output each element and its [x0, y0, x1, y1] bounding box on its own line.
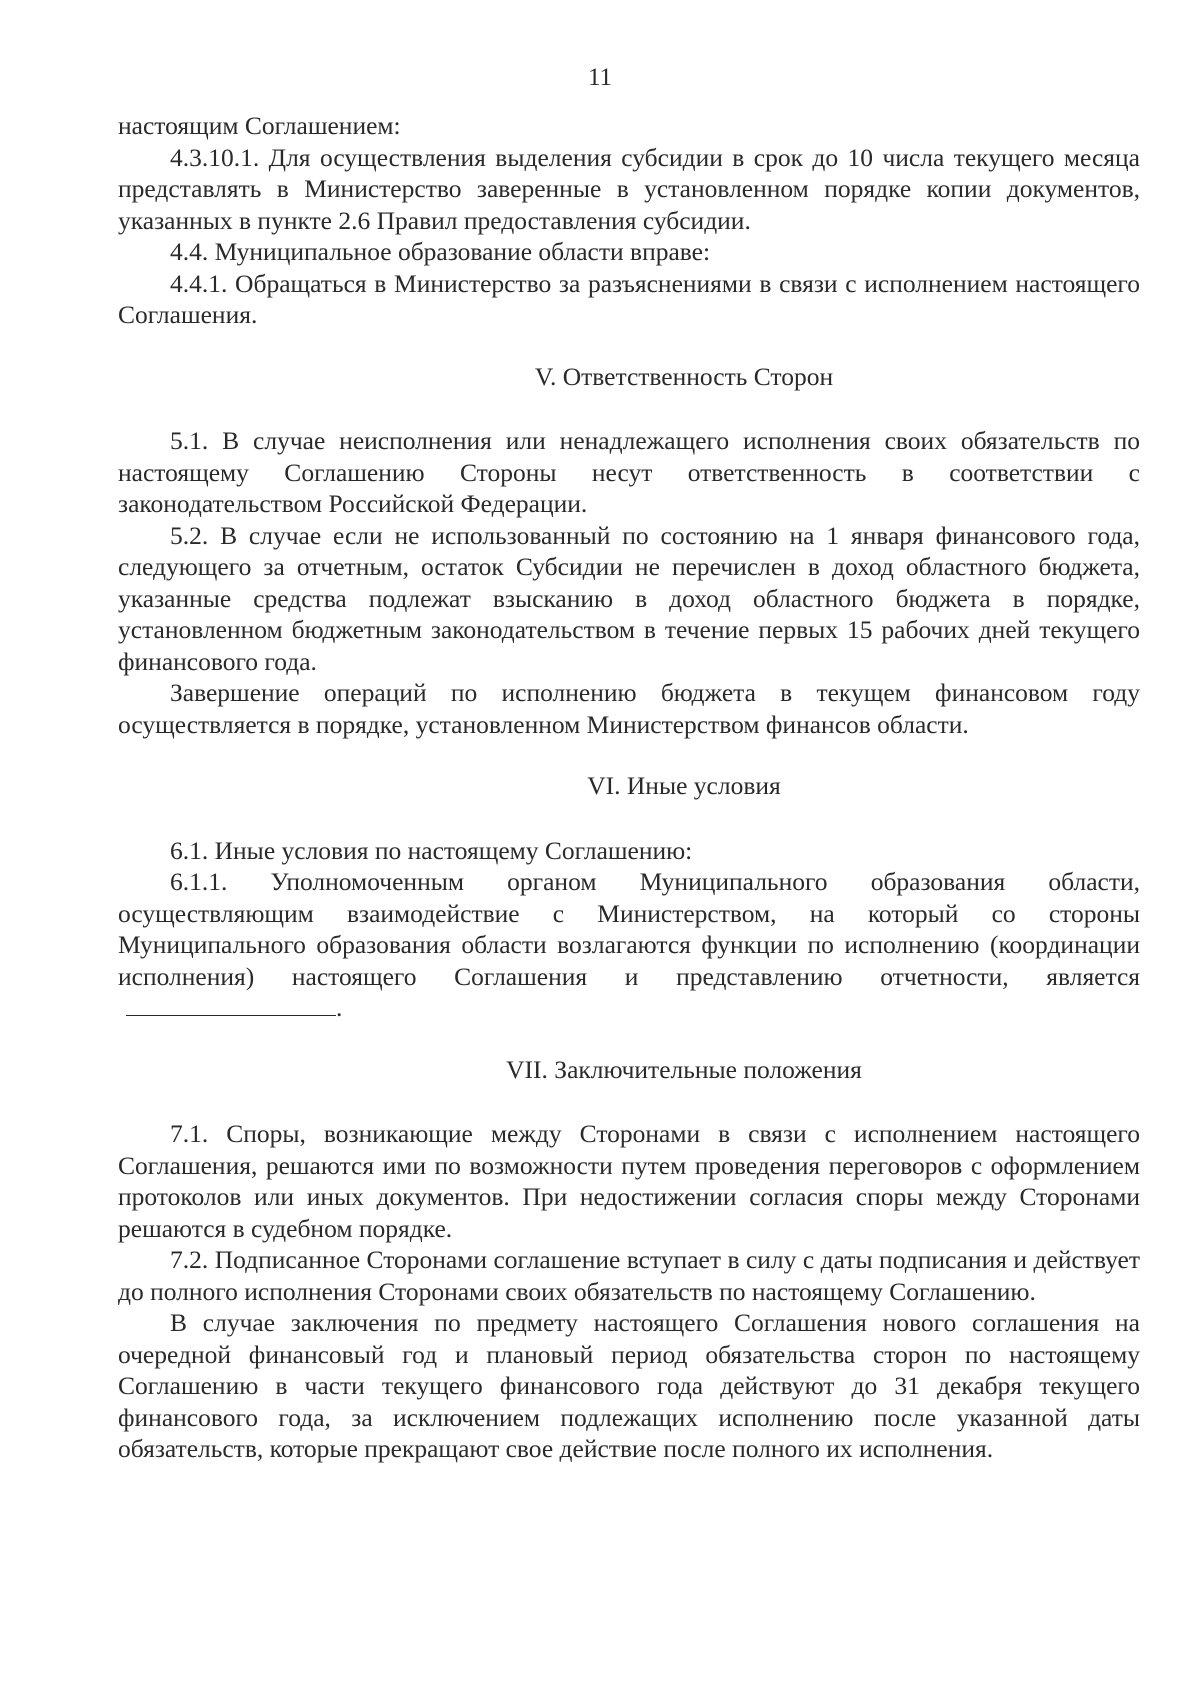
- paragraph-4-4-1: 4.4.1. Обращаться в Министерство за разъяснениями в связи с исполнением настоящего Соглашения.: [118, 268, 1140, 329]
- document-body: [118, 110, 1140, 1465]
- paragraph-5-1: 5.1. В случае неисполнения или ненадлежащего исполнения своих обязательств по настоящему Соглашению Стороны несут ответственность в соответствии с законодательством Российской Федерации.: [118, 426, 1140, 518]
- page-number: 11: [587, 64, 613, 91]
- paragraph-6-1-1-end: .: [336, 993, 343, 1022]
- paragraph-6-1-1-text: 6.1.1. Уполномоченным органом Муниципального образования области, осуществляющим взаимодействие с Министерством, на который со стороны Муниципального образования области возлагаются функции по исполнению (координации исполнения) настоящего Соглашения и представлению отчетности, является: [118, 867, 1140, 991]
- paragraph-6-1-1: [118, 866, 1140, 1024]
- paragraph-continuation: настоящим Соглашением:: [118, 111, 401, 140]
- paragraph-7-2: 7.2. Подписанное Сторонами соглашение вступает в силу с даты подписания и действует до полного исполнения Сторонами своих обязательств по настоящему Соглашению.: [118, 1245, 1140, 1306]
- section-heading-vii: VII. Заключительные положения: [506, 1054, 862, 1084]
- paragraph-6-1: 6.1. Иные условия по настоящему Соглашению:: [170, 835, 693, 865]
- paragraph-4-3-10-1: 4.3.10.1. Для осуществления выделения субсидии в срок до 10 числа текущего месяца представлять в Министерство заверенные в установленном порядке копии документов, указанных в пункте 2.6 Правил предоставления субсидии.: [118, 142, 1140, 235]
- section-heading-vi: VI. Иные условия: [587, 771, 781, 800]
- section-heading-v: V. Ответственность Сторон: [534, 361, 834, 391]
- paragraph-5-2-completion: Завершение операций по исполнению бюджета в текущем финансовом году осуществляется в порядке, установленном Министерством финансов области.: [118, 678, 1140, 739]
- paragraph-7-1: 7.1. Споры, возникающие между Сторонами в связи с исполнением настоящего Соглашения, решаются ими по возможности путем проведения переговоров с оформлением протоколов или иных документов. При недостижении согласия споры между Сторонами решаются в судебном порядке.: [118, 1119, 1140, 1243]
- paragraph-4-4: 4.4. Муниципальное образование области вправе:: [170, 237, 711, 266]
- paragraph-7-2-new-agreement: В случае заключения по предмету настоящего Соглашения нового соглашения на очередной финансовый год и плановый период обязательства сторон по настоящему Соглашению в части текущего финансового года действуют до 31 декабря текущего финансового года, за исключением подлежащих исполнению после указанной даты обязательств, которые прекращают свое действие после полного их исполнения.: [118, 1308, 1140, 1463]
- fill-in-blank-line: [126, 995, 336, 1016]
- paragraph-5-2: 5.2. В случае если не использованный по состоянию на 1 января финансового года, следующего за отчетным, остаток Субсидии не перечислен в доход областного бюджета, указанные средства подлежат взысканию в доход областного бюджета в порядке, установленном бюджетным законодательством в течение первых 15 рабочих дней текущего финансового года.: [118, 520, 1140, 676]
